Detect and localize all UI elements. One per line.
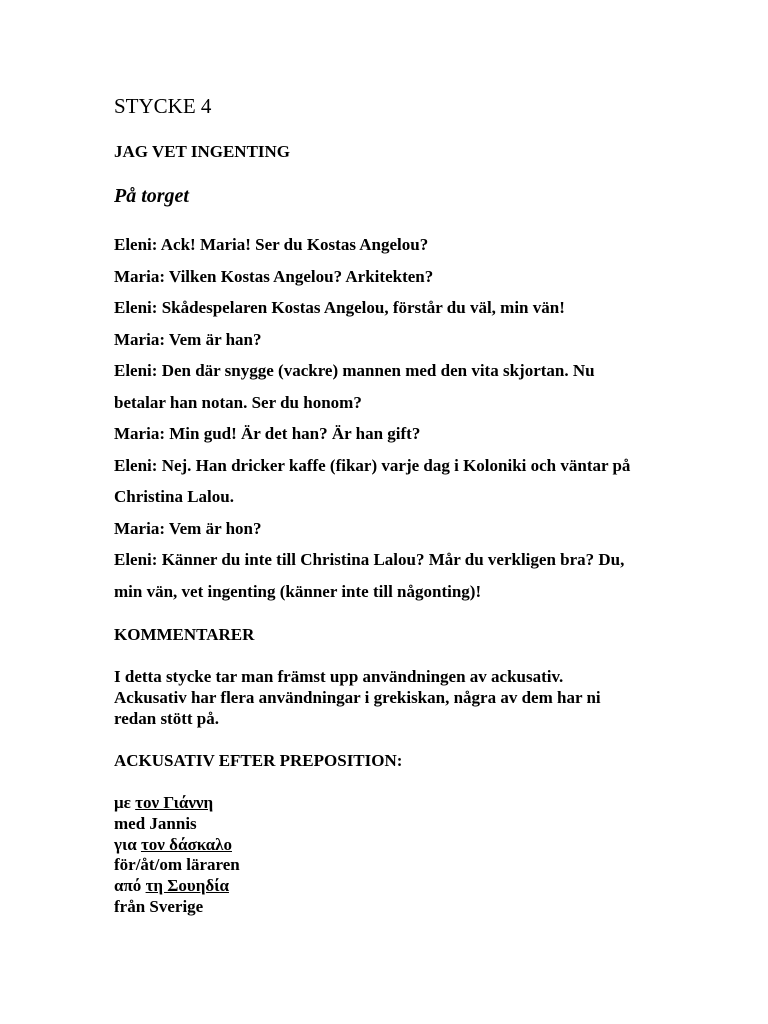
paragraph-line: Ackusativ har flera användningar i grekiskan, några av dem har ni bbox=[114, 688, 601, 707]
comments-heading: KOMMENTARER bbox=[114, 625, 255, 644]
greek-phrase: τη Σουηδία bbox=[145, 876, 229, 896]
dialogue-line: Eleni: Känner du inte till Christina Lalou? Mår du verkligen bra? Du, bbox=[114, 550, 625, 569]
scene-heading: På torget bbox=[114, 185, 189, 207]
dialogue-line: Maria: Min gud! Är det han? Är han gift? bbox=[114, 424, 421, 443]
dialogue-line: Maria: Vem är hon? bbox=[114, 518, 262, 538]
dialogue-line: Eleni: Den där snygge (vackre) mannen med den vita skjortan. Nu bbox=[114, 361, 595, 380]
example-greek bbox=[114, 793, 240, 814]
paragraph-line: I detta stycke tar man främst upp användningen av ackusativ. bbox=[114, 667, 564, 686]
comments-paragraph bbox=[114, 666, 674, 729]
paragraph-line: redan stött på. bbox=[114, 709, 219, 728]
example-translation: för/åt/om läraren bbox=[114, 855, 240, 875]
dialogue-line: Eleni: Skådespelaren Kostas Angelou, förstår du väl, min vän! bbox=[114, 298, 565, 317]
greek-phrase: τον Γιάννη bbox=[135, 793, 214, 812]
dialogue bbox=[114, 229, 714, 607]
greek-phrase: τον δάσκαλο bbox=[140, 834, 232, 854]
example-greek bbox=[114, 876, 240, 897]
accusative-heading: ACKUSATIV EFTER PREPOSITION: bbox=[114, 751, 403, 770]
dialogue-line: Eleni: Nej. Han dricker kaffe (fikar) varje dag i Koloniki och väntar på bbox=[114, 455, 631, 475]
greek-preposition: από bbox=[114, 876, 142, 896]
dialogue-line: betalar han notan. Ser du honom? bbox=[114, 392, 362, 412]
section-heading: STYCKE 4 bbox=[114, 94, 212, 118]
accusative-examples bbox=[114, 793, 240, 918]
example-greek bbox=[114, 835, 240, 856]
dialogue-line: Christina Lalou. bbox=[114, 487, 234, 506]
lesson-title: JAG VET INGENTING bbox=[114, 142, 291, 161]
dialogue-line: min vän, vet ingenting (känner inte till någonting)! bbox=[114, 581, 482, 601]
greek-preposition: για bbox=[114, 834, 137, 854]
dialogue-line: Maria: Vem är han? bbox=[114, 329, 262, 349]
example-translation: från Sverige bbox=[114, 896, 204, 916]
dialogue-line: Eleni: Ack! Maria! Ser du Kostas Angelou? bbox=[114, 235, 429, 254]
example-translation: med Jannis bbox=[114, 813, 197, 833]
greek-preposition: με bbox=[114, 793, 131, 812]
dialogue-line: Maria: Vilken Kostas Angelou? Arkitekten? bbox=[114, 266, 434, 286]
